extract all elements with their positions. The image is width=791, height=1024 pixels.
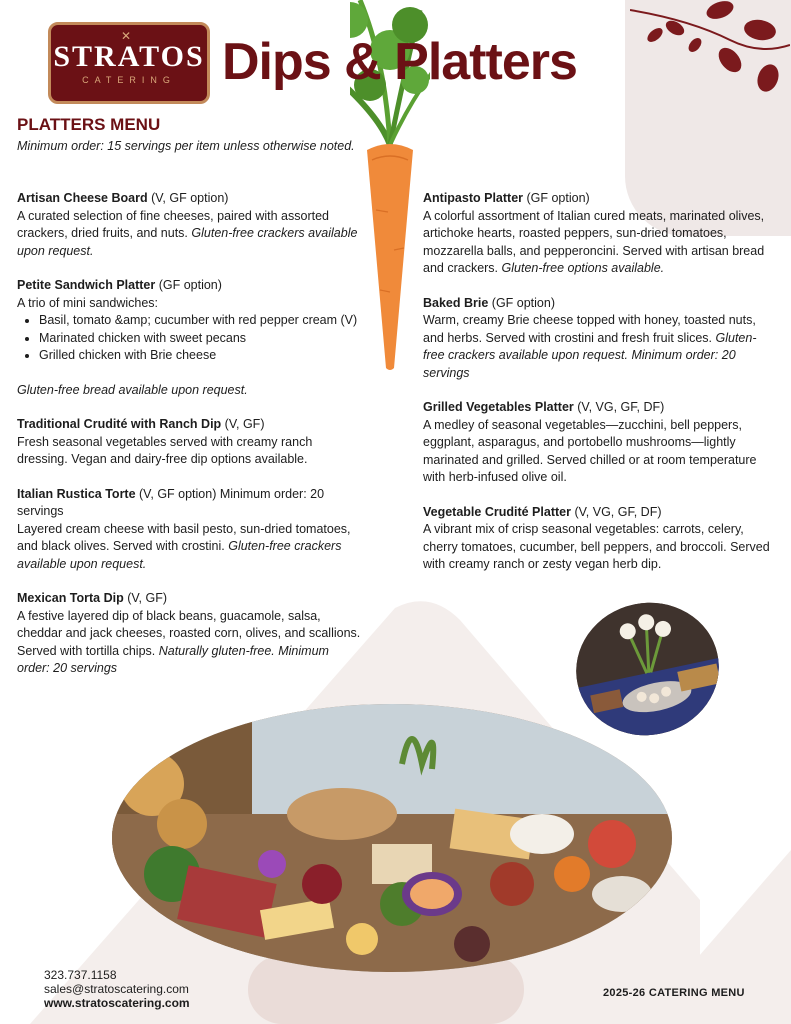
section-title: PLATTERS MENU <box>17 115 161 134</box>
item-name: Baked Brie <box>423 295 489 310</box>
menu-item <box>17 277 362 399</box>
fork-spoon-icon: ✕ <box>121 29 132 43</box>
item-tags: (GF option) <box>523 191 590 205</box>
item-tags: (GF option) <box>488 295 555 310</box>
item-tags: (V, GF) <box>123 591 168 605</box>
item-description: A colorful assortment of Italian cured meats, marinated olives, artichoke hearts, roasted peppers, sun-dried tomatoes, mozzarella balls, and pepperoncini. Served with artisan bread and crackers. <box>423 208 765 275</box>
item-name: Traditional Crudité with Ranch Dip <box>17 417 222 431</box>
menu-item <box>423 399 778 487</box>
menu-item <box>423 295 778 383</box>
item-description: Layered cream cheese with basil pesto, sun-dried tomatoes, and black olives. Served with crostini. <box>17 521 351 553</box>
menu-edition: 2025-26 CATERING MENU <box>603 987 745 999</box>
item-tags: (V, GF option) <box>147 191 229 205</box>
item-description: A curated selection of fine cheeses, paired with assorted crackers, dried fruits, and nuts. <box>17 208 329 240</box>
item-note: Gluten-free bread available upon request. <box>17 382 248 397</box>
brand-name: STRATOS <box>53 39 205 73</box>
menu-item <box>17 416 362 469</box>
item-note: Naturally gluten-free. Minimum order: 20 servings <box>17 643 329 675</box>
item-name: Vegetable Crudité Platter <box>423 504 571 519</box>
list-item: • Marinated chicken with sweet pecans <box>39 330 362 348</box>
email-address: sales@stratoscatering.com <box>44 982 189 996</box>
item-name: Mexican Torta Dip <box>17 591 124 605</box>
website-link[interactable]: www.stratoscatering.com <box>44 996 190 1010</box>
menu-item <box>423 190 778 278</box>
item-name: Italian Rustica Torte <box>17 486 136 501</box>
grazing-table-photo <box>112 704 672 972</box>
item-description: Warm, creamy Brie cheese topped with honey, toasted nuts, and herbs. Served with crostini and fresh fruit slices. <box>423 313 756 345</box>
item-note: Gluten-free crackers available upon request. <box>17 539 342 571</box>
item-description: A vibrant mix of crisp seasonal vegetables: carrots, celery, cherry tomatoes, cucumber, bell peppers, and broccoli. Served with creamy ranch or zesty vegan herb dip. <box>423 522 770 571</box>
section-note: Minimum order: 15 servings per item unless otherwise noted. <box>17 139 355 153</box>
menu-item <box>17 486 362 574</box>
item-name: Artisan Cheese Board <box>17 191 148 205</box>
menu-column-right <box>423 190 778 591</box>
leaves-decoration <box>630 0 790 100</box>
list-item: • Grilled chicken with Brie cheese <box>39 347 362 365</box>
contact-info <box>44 968 190 1010</box>
menu-item <box>17 190 362 260</box>
item-tags: (GF option) <box>155 278 222 292</box>
item-description: A medley of seasonal vegetables—zucchini, bell peppers, eggplant, asparagus, and portobello mushrooms—lightly marinated and grilled. Served chilled or at room temperature with herb-infused olive oil. <box>423 417 757 484</box>
menu-item <box>423 504 778 574</box>
item-description: A festive layered dip of black beans, guacamole, salsa, cheddar and jack cheeses, roasted corn, olives, and scallions. Served with tortilla chips. <box>17 608 361 658</box>
item-tags: (V, GF) <box>221 417 265 431</box>
item-note: Gluten-free crackers available upon request. Minimum order: 20 servings <box>423 330 757 380</box>
menu-column-left <box>17 190 362 695</box>
item-name: Antipasto Platter <box>423 191 524 205</box>
item-note: Gluten-free crackers available upon request. <box>17 226 358 258</box>
menu-item <box>17 590 362 678</box>
brand-subtitle: CATERING <box>82 74 176 85</box>
item-tags: (V, GF option) Minimum order: 20 servings <box>17 486 325 518</box>
item-description: A trio of mini sandwiches: <box>17 295 159 310</box>
phone-number: 323.737.1158 <box>44 968 117 982</box>
item-tags: (V, VG, GF, DF) <box>573 400 665 414</box>
brand-logo <box>48 22 210 104</box>
list-item: • Basil, tomato &amp; cucumber with red pepper cream (V) <box>39 312 362 330</box>
item-description: Fresh seasonal vegetables served with creamy ranch dressing. Vegan and dairy-free dip options available. <box>17 434 313 466</box>
item-name: Grilled Vegetables Platter <box>423 400 574 414</box>
page-title: Dips & Platters <box>222 33 577 91</box>
item-tags: (V, VG, GF, DF) <box>570 504 662 519</box>
item-note: Gluten-free options available. <box>501 261 665 275</box>
item-name: Petite Sandwich Platter <box>17 278 156 292</box>
sandwich-list <box>17 312 362 365</box>
